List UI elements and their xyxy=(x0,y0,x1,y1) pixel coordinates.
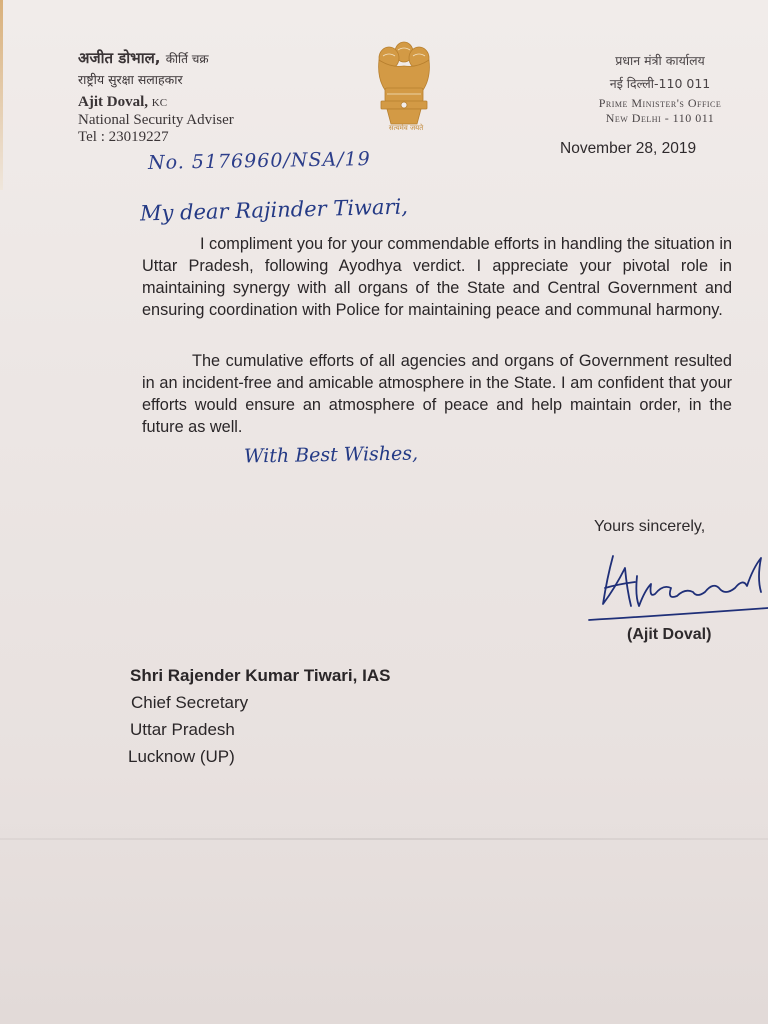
signatory-name: (Ajit Doval) xyxy=(627,626,712,643)
office-name-hindi: प्रधान मंत्री कार्यालय xyxy=(615,53,705,68)
handwritten-reference-number: No. 5176960/NSA/19 xyxy=(147,148,371,174)
handwritten-salutation: My dear Rajinder Tiwari, xyxy=(139,194,409,226)
recipient-state: Uttar Pradesh xyxy=(130,720,235,739)
valediction: Yours sincerely, xyxy=(594,518,706,535)
office-name-english: Prime Minister's Office xyxy=(598,96,722,110)
body-paragraph-2: The cumulative efforts of all agencies and organs of Government resulted in an incident-free and amicable atmosphere in the State. I am confident that your efforts would ensure an atmosphere of peace and help maintain order, in the future as well. xyxy=(142,352,732,436)
national-emblem-icon xyxy=(373,38,435,136)
page-edge xyxy=(0,0,3,190)
letter-date: November 28, 2019 xyxy=(560,140,697,157)
sender-award-english: KC xyxy=(151,97,168,109)
body-paragraph-1: I compliment you for your commendable efforts in handling the situation in Uttar Pradesh, following Ayodhya verdict. I appreciate your pivotal role in maintaining synergy with all organs of the State and Central Government and ensuring coordination with Police for maintaining peace and communal harmony. xyxy=(142,235,732,319)
sender-award-hindi: कीर्ति चक्र xyxy=(165,52,209,66)
recipient-designation: Chief Secretary xyxy=(131,693,249,712)
recipient-city: Lucknow (UP) xyxy=(128,747,235,766)
signature-icon xyxy=(585,548,768,630)
sender-name-hindi: अजीत डोभाल, कीर्ति चक्र xyxy=(78,49,209,67)
office-city-english: New Delhi - 110 011 xyxy=(605,111,715,125)
sender-designation-english: National Security Adviser xyxy=(78,112,234,128)
letterhead-office xyxy=(585,52,735,126)
recipient-name: Shri Rajender Kumar Tiwari, IAS xyxy=(130,666,391,685)
emblem-motto: सत्यमेव जयते xyxy=(388,124,424,132)
sender-name-english: Ajit Doval, KC xyxy=(78,94,168,110)
letterhead-sender xyxy=(78,48,234,146)
recipient-address xyxy=(130,662,390,770)
sender-telephone: Tel : 23019227 xyxy=(78,129,169,145)
handwritten-closing: With Best Wishes, xyxy=(243,442,419,468)
paper-fold-line xyxy=(0,838,768,840)
sender-designation-hindi: राष्ट्रीय सुरक्षा सलाहकार xyxy=(78,72,183,87)
office-city-hindi: नई दिल्ली-110 011 xyxy=(609,76,711,91)
